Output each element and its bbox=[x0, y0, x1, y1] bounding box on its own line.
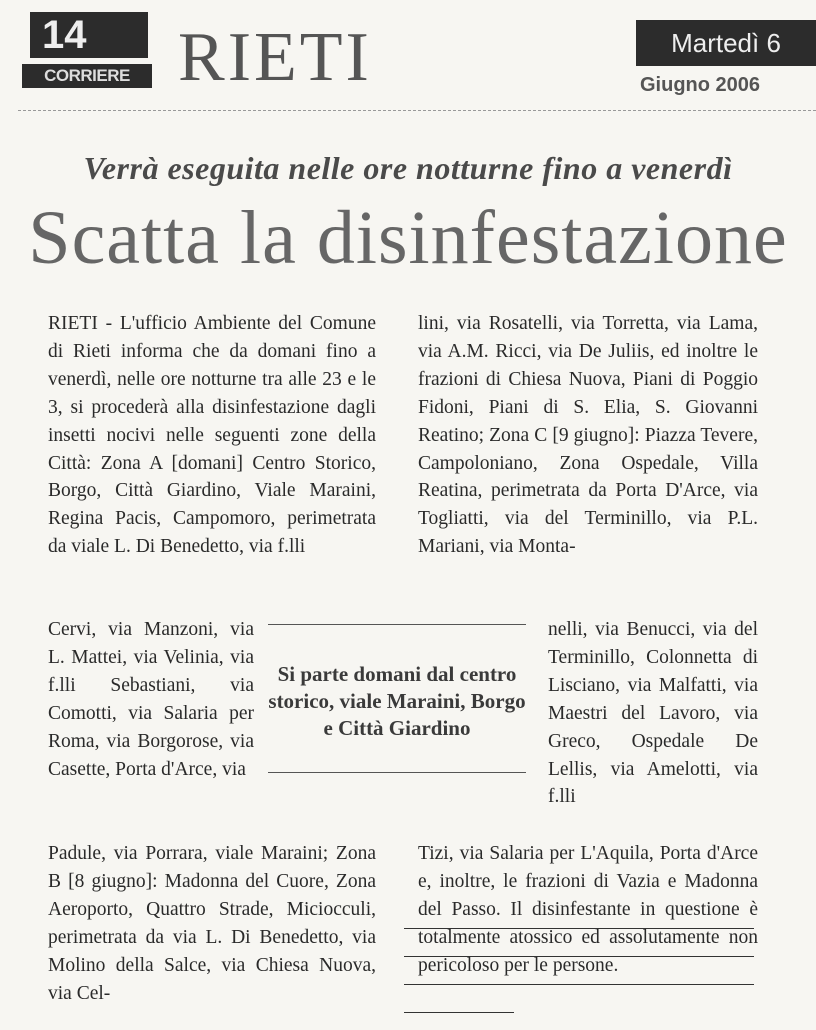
newspaper-name: CORRIERE bbox=[22, 64, 152, 88]
body-paragraph: Cervi, via Manzoni, via L. Mattei, via Velinia, via f.lli Sebastiani, via Comotti, via Salaria per Roma, via Borgorose, via Casette, Porta d'Arce, via bbox=[48, 619, 254, 780]
body-column-left-top bbox=[48, 310, 376, 561]
body-paragraph: Padule, via Porrara, viale Maraini; Zona B [8 giugno]: Madonna del Cuore, Zona Aeroporto, Quattro Strade, Miciocculi, perimetrata da via L. Di Benedetto, via Molino della Salce, via Chiesa Nuova, via Cel- bbox=[48, 843, 376, 1004]
body-paragraph: RIETI - L'ufficio Ambiente del Comune di Rieti informa che da domani fino a venerdì, nelle ore notturne tra alle 23 e le 3, si procederà alla disinfestazione dagli insetti nocivi nelle seguenti zone della Città: Zona A [domani] Centro Storico, Borgo, Città Giardino, Viale Maraini, Regina Pacis, Campomoro, perimetrata da viale L. Di Benedetto, via f.lli bbox=[48, 313, 376, 558]
section-title: RIETI bbox=[178, 19, 372, 96]
body-paragraph: lini, via Rosatelli, via Torretta, via Lama, via A.M. Ricci, via De Juliis, ed inoltre le frazioni di Chiesa Nuova, Piani di Poggio Fidoni, Piani di S. Elia, S. Giovanni Reatino; Zona C [9 giugno]: Piazza Tevere, Campoloniano, Zona Ospedale, Villa Reatina, perimetrata da Porta D'Arce, via Togliatti, via del Terminillo, via P.L. Mariani, via Monta- bbox=[418, 313, 758, 558]
page-number: 14 bbox=[30, 12, 148, 58]
masthead-divider bbox=[18, 110, 816, 111]
article-headline: Scatta la disinfestazione bbox=[28, 196, 788, 280]
article-kicker: Verrà eseguita nelle ore notturne fino a venerdì bbox=[83, 150, 733, 186]
hand-underline bbox=[404, 928, 754, 929]
body-column-left-middle bbox=[48, 616, 254, 783]
body-column-left-bottom bbox=[48, 840, 376, 1007]
body-column-right-bottom bbox=[418, 840, 758, 980]
hand-underline bbox=[404, 956, 754, 957]
body-column-right-top bbox=[418, 310, 758, 561]
date-month-year: Giugno 2006 bbox=[640, 74, 761, 96]
body-column-right-middle bbox=[548, 616, 758, 811]
date-weekday: Martedì 6 bbox=[636, 20, 816, 66]
body-paragraph: nelli, via Benucci, via del Terminillo, Colonnetta di Lisciano, via Malfatti, via Maestri del Lavoro, via Greco, Ospedale De Lellis, via Amelotti, via f.lli bbox=[548, 619, 758, 808]
hand-underline bbox=[404, 1012, 514, 1013]
body-paragraph: Tizi, via Salaria per L'Aquila, Porta d'Arce e, inoltre, le frazioni di Vazia e Madonna del Passo. Il disinfestante in questione è totalmente atossico ed assolutamente non pericoloso per le persone. bbox=[418, 843, 758, 976]
hand-underline bbox=[404, 984, 754, 985]
pull-quote: Si parte domani dal centro storico, viale Maraini, Borgo e Città Giardino bbox=[268, 624, 526, 773]
